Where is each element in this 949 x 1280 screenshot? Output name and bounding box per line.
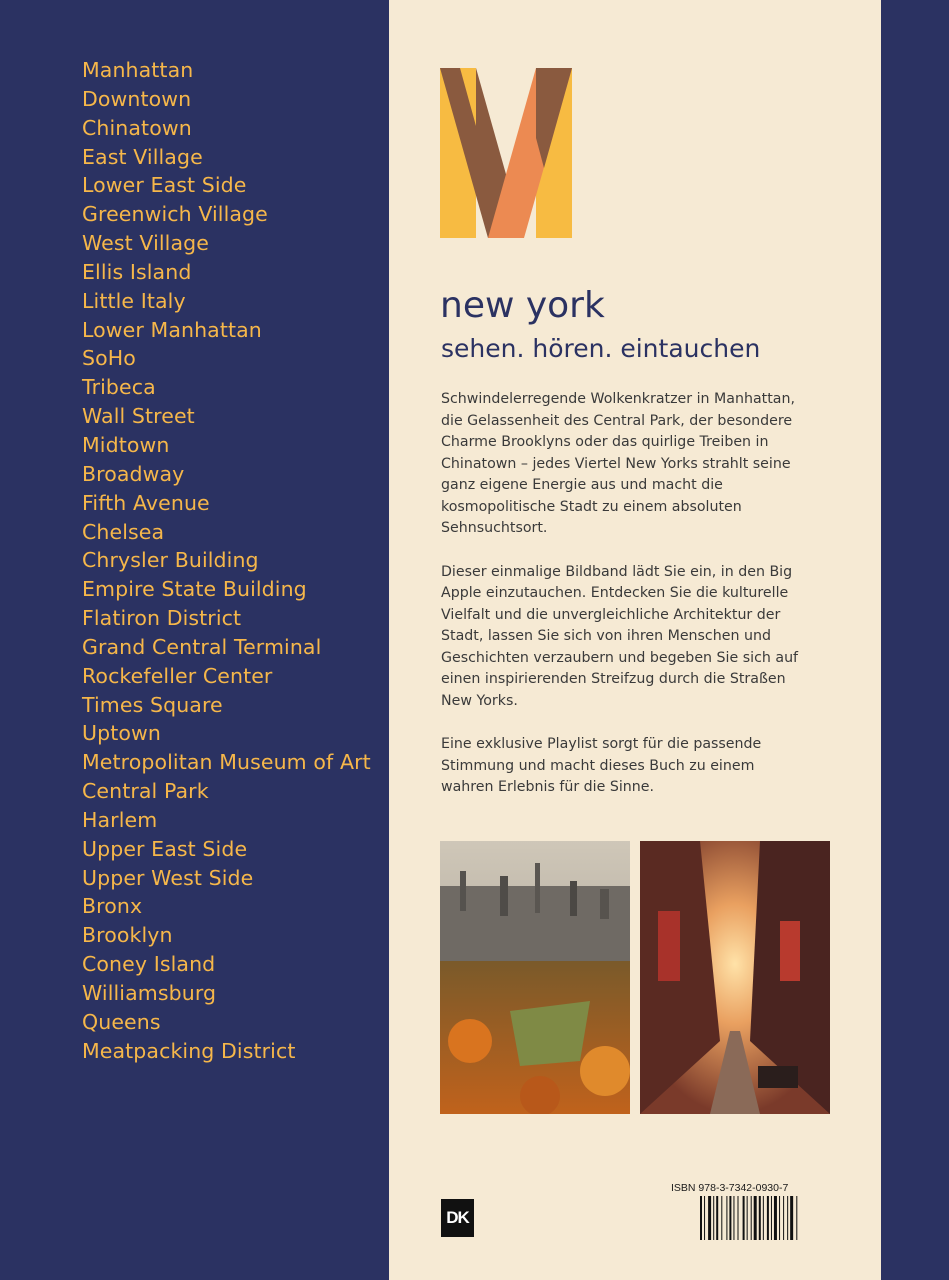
barcode-bar	[751, 1196, 752, 1240]
barcode-bar	[743, 1196, 745, 1240]
barcode-bar	[783, 1196, 784, 1240]
blurb-paragraph: Eine exklusive Playlist sorgt für die passende Stimmung und macht dieses Buch zu einem wahren Erlebnis für die Sinne.	[441, 736, 762, 795]
barcode-bar	[713, 1196, 714, 1240]
neighborhood-item: Greenwich Village	[82, 202, 268, 227]
barcode-bar	[763, 1196, 764, 1240]
barcode-bar	[738, 1196, 739, 1240]
blurb-paragraph: Schwindelerregende Wolkenkratzer in Manhattan, die Gelassenheit des Central Park, der besondere Charme Brooklyns oder das quirlige Treiben in Chinatown – jedes Viertel New Yorks strahlt seine ganz eigene Energie aus und macht die kosmopolitische Stadt zu einem absoluten Sehnsuchtsort.	[441, 391, 795, 536]
neighborhood-item: Brooklyn	[82, 923, 173, 948]
barcode-bar	[779, 1196, 780, 1240]
neighborhood-item: Bronx	[82, 894, 143, 919]
neighborhood-item: Chelsea	[82, 519, 165, 544]
barcode-bar	[726, 1196, 727, 1240]
neighborhood-list	[82, 56, 371, 1066]
barcode-bar	[708, 1196, 711, 1240]
barcode-bar	[796, 1196, 797, 1240]
barcode	[700, 1196, 832, 1240]
blurb	[441, 389, 811, 821]
neighborhood-item: Wall Street	[82, 404, 195, 429]
book-title: new york	[440, 285, 605, 326]
barcode-bar	[721, 1196, 722, 1240]
central-park-aerial-photo	[440, 841, 630, 1114]
neighborhood-item: Downtown	[82, 86, 192, 111]
book-subtitle: sehen. hören. eintauchen	[441, 334, 761, 363]
barcode-bar	[704, 1196, 705, 1240]
barcode-bar	[754, 1196, 757, 1240]
barcode-bar	[767, 1196, 769, 1240]
barcode-bar	[771, 1196, 772, 1240]
neighborhood-item: Chrysler Building	[82, 548, 259, 573]
barcode-bar	[787, 1196, 788, 1240]
barcode-bar	[790, 1196, 793, 1240]
blurb-paragraph: Dieser einmalige Bildband lädt Sie ein, in den Big Apple einzutauchen. Entdecken Sie die kulturelle Vielfalt und die unvergleichliche Architektur der Stadt, lassen Sie sich von ihren Menschen und Geschichten verzaubern und begeben Sie sich auf einen inspirierenden Streifzug durch die Straßen New Yorks.	[441, 563, 799, 709]
neighborhood-item: Tribeca	[82, 375, 156, 400]
neighborhood-item: West Village	[82, 231, 209, 256]
neighborhood-item: Ellis Island	[82, 259, 192, 284]
neighborhood-item: Midtown	[82, 432, 170, 457]
neighborhood-item: Lower Manhattan	[82, 317, 262, 342]
neighborhood-item: Empire State Building	[82, 577, 307, 602]
barcode-bar	[716, 1196, 718, 1240]
neighborhood-item: Upper East Side	[82, 836, 248, 861]
neighborhood-item: Queens	[82, 1009, 161, 1034]
barcode-bar	[733, 1196, 734, 1240]
neighborhood-item: SoHo	[82, 346, 136, 371]
neighborhood-item: Lower East Side	[82, 173, 247, 198]
neighborhood-item: Coney Island	[82, 952, 216, 977]
neighborhood-item: Broadway	[82, 461, 185, 486]
barcode-bar	[700, 1196, 702, 1240]
chinatown-street-photo	[640, 841, 830, 1114]
neighborhood-item: Harlem	[82, 807, 158, 832]
neighborhood-item: Fifth Avenue	[82, 490, 210, 515]
neighborhood-item: Williamsburg	[82, 981, 217, 1005]
neighborhood-item: Central Park	[82, 779, 209, 804]
barcode-bar	[759, 1196, 761, 1240]
neighborhood-item: Chinatown	[82, 115, 192, 140]
ny-monogram-icon	[440, 68, 575, 238]
barcode-bar	[747, 1196, 748, 1240]
neighborhood-item: Uptown	[82, 721, 161, 746]
neighborhood-item: Rockefeller Center	[82, 663, 273, 688]
neighborhood-item: Metropolitan Museum of Art	[82, 750, 371, 775]
barcode-bar	[774, 1196, 777, 1240]
neighborhood-item: East Village	[82, 144, 203, 169]
neighborhood-item: Meatpacking District	[82, 1038, 296, 1063]
isbn-number: ISBN 978-3-7342-0930-7	[671, 1182, 789, 1194]
neighborhood-item: Times Square	[82, 692, 223, 717]
neighborhood-item: Grand Central Terminal	[82, 634, 322, 659]
neighborhood-item: Little Italy	[82, 288, 186, 313]
neighborhood-item: Flatiron District	[82, 606, 242, 631]
neighborhood-item: Manhattan	[82, 58, 194, 82]
dk-logo: DK	[441, 1199, 474, 1237]
barcode-bar	[729, 1196, 731, 1240]
neighborhood-item: Upper West Side	[82, 865, 254, 890]
